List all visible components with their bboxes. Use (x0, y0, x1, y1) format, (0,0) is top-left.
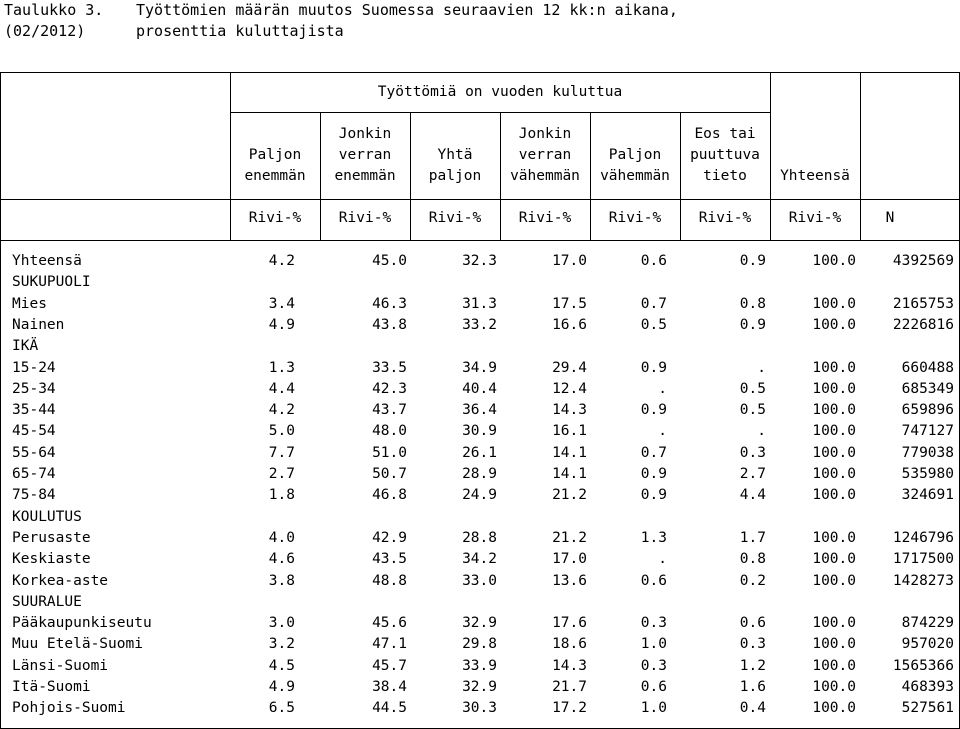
unit-label: Rivi-% (338, 210, 392, 226)
table-cell: 43.7 (372, 402, 407, 419)
table-cell: 17.0 (552, 551, 587, 568)
table-cell: 100.0 (812, 380, 856, 397)
table-cell: 16.6 (552, 316, 587, 333)
caption-date: (02/2012) (4, 22, 86, 40)
table-cell: 0.2 (739, 572, 766, 589)
table-cell: 21.7 (552, 679, 587, 695)
row-label: Mies (12, 295, 47, 312)
row-label: 45-54 (12, 423, 56, 440)
table-cell: 28.8 (462, 529, 497, 546)
table-cell: 0.9 (640, 487, 667, 504)
table-rule (0, 240, 960, 241)
row-label: Keskiaste (12, 551, 91, 568)
table-cell: 1.3 (640, 529, 667, 546)
caption-label: Taulukko 3. (4, 1, 104, 19)
table-cell: 24.9 (462, 487, 497, 504)
unit-label: Rivi-% (698, 210, 752, 226)
table-cell: 100.0 (812, 253, 856, 269)
table-cell: 47.1 (372, 636, 407, 653)
row-label: 25-34 (12, 380, 56, 397)
unit-label: Rivi-% (788, 210, 842, 226)
table-cell: 0.5 (640, 316, 667, 333)
table-cell: 0.3 (739, 636, 766, 653)
column-header: enemmän (334, 168, 396, 184)
table-cell: 100.0 (812, 487, 856, 504)
row-label: SUURALUE (12, 593, 82, 610)
table-rule (0, 199, 960, 200)
table-cell: 14.3 (552, 657, 587, 674)
table-cell: 6.5 (268, 700, 295, 717)
table-cell: 0.8 (739, 295, 766, 312)
table-cell: 18.6 (552, 636, 587, 653)
table-cell: 0.8 (739, 551, 766, 568)
table-cell: 685349 (901, 380, 954, 397)
column-header: Paljon (248, 147, 302, 163)
table-cell: 0.6 (640, 679, 667, 695)
table-cell: 1.6 (739, 679, 766, 695)
row-label: 35-44 (12, 402, 56, 419)
row-label: Muu Etelä-Suomi (12, 636, 143, 653)
column-header: paljon (428, 168, 482, 184)
table-cell: 4.0 (268, 529, 295, 546)
table-cell: 29.4 (552, 359, 587, 376)
column-header: Yhtä (437, 147, 473, 163)
row-label: KOULUTUS (12, 508, 82, 525)
table-cell: 46.8 (372, 487, 407, 504)
table-cell: 747127 (901, 423, 954, 440)
unit-label: Rivi-% (428, 210, 482, 226)
table-cell: 7.7 (268, 444, 295, 461)
column-header: verran (518, 147, 572, 163)
table-cell: 48.0 (372, 423, 407, 440)
table-cell: 1.2 (739, 657, 766, 674)
column-header: puuttuva (690, 147, 760, 163)
unit-label: Rivi-% (608, 210, 662, 226)
row-label: IKÄ (12, 338, 39, 355)
column-header: tieto (703, 168, 747, 184)
table-cell: 100.0 (812, 551, 856, 568)
table-cell: 100.0 (812, 657, 856, 674)
table-cell: 33.9 (462, 657, 497, 674)
row-label: 65-74 (12, 466, 56, 482)
table-cell: 1.0 (640, 636, 667, 653)
table-cell: 659896 (901, 402, 954, 419)
table-cell: 29.8 (462, 636, 497, 653)
table-cell: 33.2 (462, 316, 497, 333)
table-cell: 43.8 (372, 316, 407, 333)
table-cell: 4.5 (268, 657, 295, 674)
table-cell: 100.0 (812, 316, 856, 333)
column-header: Jonkin (338, 126, 392, 142)
table-cell: 468393 (901, 679, 954, 695)
table-cell: . (658, 551, 667, 568)
table-cell: 14.3 (552, 402, 587, 419)
table-cell: 17.0 (552, 253, 587, 269)
table-cell: 0.9 (739, 253, 766, 269)
table-cell: 40.4 (462, 380, 497, 397)
table-cell: 100.0 (812, 615, 856, 632)
column-header: Jonkin (518, 126, 572, 142)
table-cell: 2.7 (739, 466, 766, 482)
table-cell: 100.0 (812, 295, 856, 312)
table-cell: 43.5 (372, 551, 407, 568)
table-cell: 324691 (901, 487, 954, 504)
table-cell: 45.0 (372, 253, 407, 269)
column-header: Yhteensä (780, 168, 850, 184)
table-cell: 0.7 (640, 295, 667, 312)
table-cell: 50.7 (372, 466, 407, 482)
table-cell: 21.2 (552, 487, 587, 504)
table-cell: 33.5 (372, 359, 407, 376)
table-cell: 535980 (901, 466, 954, 482)
table-cell: 26.1 (462, 444, 497, 461)
table-cell: 13.6 (552, 572, 587, 589)
table-cell: 30.3 (462, 700, 497, 717)
row-label: Itä-Suomi (12, 679, 91, 695)
table-cell: 874229 (901, 615, 954, 632)
row-label: Pääkaupunkiseutu (12, 615, 152, 632)
table-cell: 3.2 (268, 636, 295, 653)
unit-label: N (885, 210, 895, 226)
table-cell: 12.4 (552, 380, 587, 397)
table-cell: 45.6 (372, 615, 407, 632)
caption-title-line-2: prosenttia kuluttajista (136, 22, 344, 40)
table-cell: 0.9 (739, 316, 766, 333)
table-cell: 3.0 (268, 615, 295, 632)
table-cell: 4.9 (268, 316, 295, 333)
table-cell: 100.0 (812, 679, 856, 695)
table-cell: . (757, 423, 766, 440)
row-label: SUKUPUOLI (12, 274, 91, 291)
table-cell: 4.4 (268, 380, 295, 397)
table-cell: 31.3 (462, 295, 497, 312)
row-label: Länsi-Suomi (12, 657, 109, 674)
table-cell: 32.9 (462, 679, 497, 695)
table-cell: 100.0 (812, 636, 856, 653)
table-cell: 0.3 (640, 657, 667, 674)
table-cell: 30.9 (462, 423, 497, 440)
table-cell: 527561 (901, 700, 954, 717)
column-header: Eos tai (694, 126, 756, 142)
row-label: 15-24 (12, 359, 56, 376)
table-cell: 34.2 (462, 551, 497, 568)
table-cell: 34.9 (462, 359, 497, 376)
table-cell: 48.8 (372, 572, 407, 589)
table-cell: 42.3 (372, 380, 407, 397)
table-cell: 100.0 (812, 572, 856, 589)
table-rule (0, 72, 960, 73)
table-cell: 0.4 (739, 700, 766, 717)
table-cell: 2.7 (268, 466, 295, 482)
table-cell: 0.5 (739, 402, 766, 419)
table-cell: 4.2 (268, 253, 295, 269)
table-cell: 16.1 (552, 423, 587, 440)
table-cell: 1.7 (739, 529, 766, 546)
table-cell: 0.9 (640, 402, 667, 419)
row-label: 55-64 (12, 444, 56, 461)
table-cell: 0.9 (640, 466, 667, 482)
table-cell: 0.3 (739, 444, 766, 461)
table-cell: 100.0 (812, 359, 856, 376)
column-group-title: Työttömiä on vuoden kuluttua (377, 84, 623, 100)
table-cell: 17.2 (552, 700, 587, 717)
table-cell: 3.4 (268, 295, 295, 312)
table-cell: 2165753 (892, 295, 954, 312)
row-label: 75-84 (12, 487, 56, 504)
table-cell: 21.2 (552, 529, 587, 546)
table-cell: 4.2 (268, 402, 295, 419)
row-label: Nainen (12, 316, 65, 333)
table-cell: . (658, 380, 667, 397)
table-cell: . (757, 359, 766, 376)
column-header: enemmän (244, 168, 306, 184)
table-cell: 46.3 (372, 295, 407, 312)
table-cell: 14.1 (552, 444, 587, 461)
unit-label: Rivi-% (518, 210, 572, 226)
table-cell: 42.9 (372, 529, 407, 546)
column-header: vähemmän (600, 168, 670, 184)
table-cell: 100.0 (812, 423, 856, 440)
table-cell: 17.6 (552, 615, 587, 632)
table-cell: 17.5 (552, 295, 587, 312)
table-cell: . (658, 423, 667, 440)
table-cell: 2226816 (892, 316, 954, 333)
caption-title-line-1: Työttömien määrän muutos Suomessa seuraavien 12 kk:n aikana, (136, 1, 678, 19)
table-cell: 100.0 (812, 444, 856, 461)
table-cell: 100.0 (812, 700, 856, 717)
row-label: Pohjois-Suomi (12, 700, 126, 717)
table-cell: 100.0 (812, 529, 856, 546)
table-cell: 1428273 (892, 572, 954, 589)
row-label: Perusaste (12, 529, 91, 546)
table-cell: 3.8 (268, 572, 295, 589)
table-cell: 51.0 (372, 444, 407, 461)
table-cell: 5.0 (268, 423, 295, 440)
table-cell: 4.9 (268, 679, 295, 695)
table-cell: 28.9 (462, 466, 497, 482)
row-label: Yhteensä (12, 253, 82, 269)
column-header: vähemmän (510, 168, 580, 184)
table-cell: 33.0 (462, 572, 497, 589)
table-cell: 0.3 (640, 615, 667, 632)
table-cell: 0.6 (640, 572, 667, 589)
table-cell: 957020 (901, 636, 954, 653)
table-cell: 779038 (901, 444, 954, 461)
table-cell: 0.5 (739, 380, 766, 397)
table-cell: 4.4 (739, 487, 766, 504)
table-cell: 32.9 (462, 615, 497, 632)
table-cell: 0.6 (640, 253, 667, 269)
table-cell: 1246796 (892, 529, 954, 546)
table-cell: 1.3 (268, 359, 295, 376)
table-cell: 1.8 (268, 487, 295, 504)
table-cell: 4392569 (892, 253, 954, 269)
table-cell: 1.0 (640, 700, 667, 717)
table-cell: 0.9 (640, 359, 667, 376)
column-header: verran (338, 147, 392, 163)
row-label: Korkea-aste (12, 572, 109, 589)
column-header: Paljon (608, 147, 662, 163)
table-rule (860, 72, 861, 240)
table-cell: 38.4 (372, 679, 407, 695)
table-cell: 1565366 (892, 657, 954, 674)
table-cell: 0.6 (739, 615, 766, 632)
table-cell: 45.7 (372, 657, 407, 674)
table-cell: 44.5 (372, 700, 407, 717)
table-cell: 100.0 (812, 466, 856, 482)
table-cell: 100.0 (812, 402, 856, 419)
unit-label: Rivi-% (248, 210, 302, 226)
table-cell: 32.3 (462, 253, 497, 269)
table-cell: 36.4 (462, 402, 497, 419)
table-rule (0, 72, 1, 728)
table-cell: 0.7 (640, 444, 667, 461)
table-cell: 1717500 (892, 551, 954, 568)
table-cell: 660488 (901, 359, 954, 376)
table-cell: 14.1 (552, 466, 587, 482)
table-cell: 4.6 (268, 551, 295, 568)
